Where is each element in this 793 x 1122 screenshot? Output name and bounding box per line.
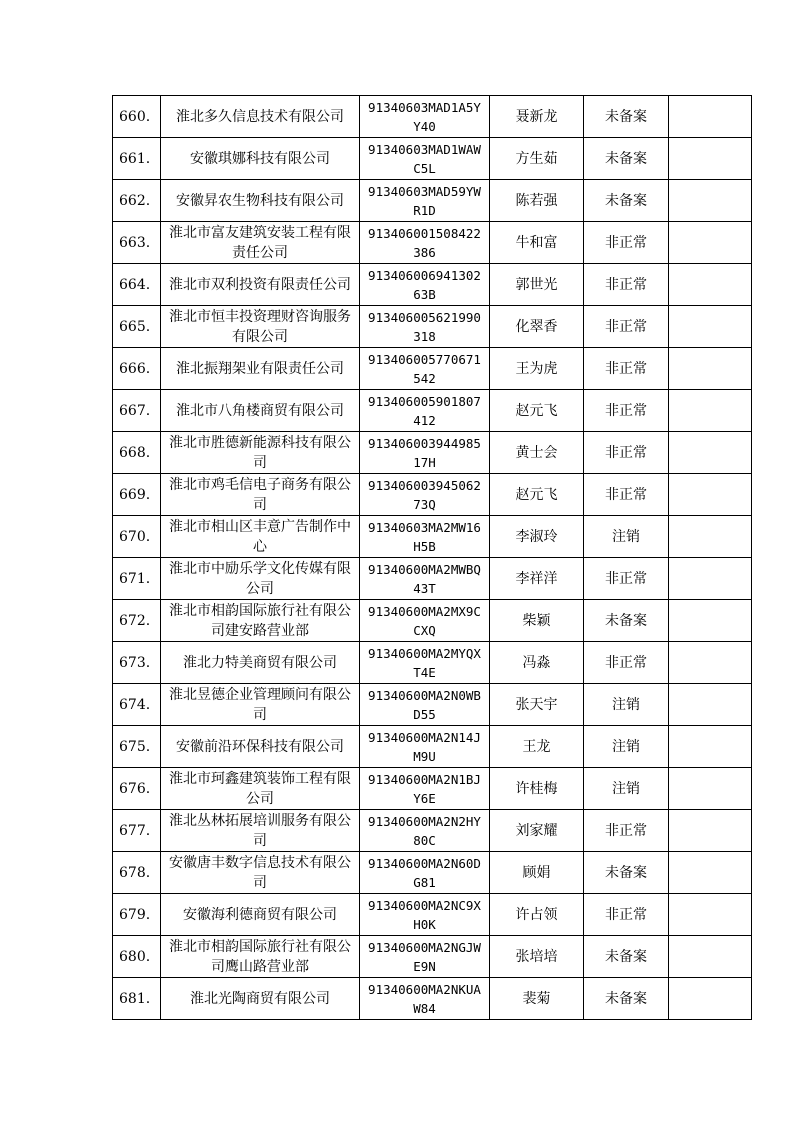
remark-cell [669,180,752,222]
legal-representative: 裴菊 [490,978,584,1020]
table-body [113,96,752,1020]
legal-representative: 张天宇 [490,684,584,726]
table-row [113,852,752,894]
legal-representative: 赵元飞 [490,390,584,432]
legal-representative: 王龙 [490,726,584,768]
company-name: 淮北市鸡毛信电子商务有限公司 [161,474,360,516]
table-row [113,558,752,600]
remark-cell [669,474,752,516]
row-number: 662. [113,180,161,222]
remark-cell [669,306,752,348]
row-number: 681. [113,978,161,1020]
remark-cell [669,432,752,474]
legal-representative: 柴颖 [490,600,584,642]
credit-code: 91340600MA2N2HY80C [360,810,490,852]
legal-representative: 王为虎 [490,348,584,390]
row-number: 676. [113,768,161,810]
remark-cell [669,138,752,180]
remark-cell [669,894,752,936]
table-row [113,936,752,978]
legal-representative: 冯淼 [490,642,584,684]
credit-code: 913406001508422386 [360,222,490,264]
status-cell: 非正常 [584,474,669,516]
remark-cell [669,348,752,390]
credit-code: 91340600MA2MWBQ43T [360,558,490,600]
row-number: 667. [113,390,161,432]
table-row [113,96,752,138]
status-cell: 注销 [584,726,669,768]
company-name: 安徽昇农生物科技有限公司 [161,180,360,222]
table-row [113,222,752,264]
row-number: 677. [113,810,161,852]
table-row [113,810,752,852]
status-cell: 未备案 [584,600,669,642]
remark-cell [669,684,752,726]
company-name: 淮北市相韵国际旅行社有限公司建安路营业部 [161,600,360,642]
status-cell: 未备案 [584,180,669,222]
status-cell: 非正常 [584,810,669,852]
remark-cell [669,810,752,852]
row-number: 665. [113,306,161,348]
credit-code: 91340600MA2NKUAW84 [360,978,490,1020]
credit-code: 91340600MA2NGJWE9N [360,936,490,978]
table-row [113,390,752,432]
credit-code: 91340600694130263B [360,264,490,306]
table-row [113,180,752,222]
remark-cell [669,222,752,264]
remark-cell [669,390,752,432]
row-number: 664. [113,264,161,306]
row-number: 668. [113,432,161,474]
company-name: 淮北昱德企业管理顾问有限公司 [161,684,360,726]
row-number: 666. [113,348,161,390]
credit-code: 913406005770671542 [360,348,490,390]
company-name: 淮北市富友建筑安装工程有限责任公司 [161,222,360,264]
credit-code: 91340603MAD1A5YY40 [360,96,490,138]
legal-representative: 李祥洋 [490,558,584,600]
legal-representative: 郭世光 [490,264,584,306]
company-name: 淮北市胜德新能源科技有限公司 [161,432,360,474]
status-cell: 非正常 [584,264,669,306]
company-name: 淮北丛林拓展培训服务有限公司 [161,810,360,852]
remark-cell [669,936,752,978]
credit-code: 91340603MAD1WAWC5L [360,138,490,180]
row-number: 669. [113,474,161,516]
status-cell: 注销 [584,516,669,558]
company-name: 淮北市相韵国际旅行社有限公司鹰山路营业部 [161,936,360,978]
table-row [113,306,752,348]
table-row [113,978,752,1020]
company-name: 淮北市双利投资有限责任公司 [161,264,360,306]
company-name: 淮北市恒丰投资理财咨询服务有限公司 [161,306,360,348]
row-number: 672. [113,600,161,642]
credit-code: 91340600MA2N14JM9U [360,726,490,768]
remark-cell [669,516,752,558]
company-name: 安徽唐丰数字信息技术有限公司 [161,852,360,894]
table-row [113,894,752,936]
table-row [113,138,752,180]
remark-cell [669,264,752,306]
legal-representative: 顾娟 [490,852,584,894]
status-cell: 非正常 [584,390,669,432]
legal-representative: 牛和富 [490,222,584,264]
table-row [113,768,752,810]
credit-code: 91340600MA2N0WBD55 [360,684,490,726]
table-row [113,516,752,558]
status-cell: 未备案 [584,936,669,978]
table-row [113,684,752,726]
status-cell: 非正常 [584,558,669,600]
table-row [113,264,752,306]
row-number: 663. [113,222,161,264]
legal-representative: 张培培 [490,936,584,978]
legal-representative: 黄士会 [490,432,584,474]
row-number: 679. [113,894,161,936]
company-name: 淮北多久信息技术有限公司 [161,96,360,138]
table-row [113,348,752,390]
status-cell: 注销 [584,768,669,810]
legal-representative: 许占领 [490,894,584,936]
credit-code: 91340600MA2N1BJY6E [360,768,490,810]
company-name: 淮北市珂鑫建筑装饰工程有限公司 [161,768,360,810]
credit-code: 91340600MA2N60DG81 [360,852,490,894]
company-name: 淮北市八角楼商贸有限公司 [161,390,360,432]
table-row [113,432,752,474]
remark-cell [669,726,752,768]
legal-representative: 聂新龙 [490,96,584,138]
row-number: 678. [113,852,161,894]
table-row [113,474,752,516]
company-name: 淮北振翔架业有限责任公司 [161,348,360,390]
remark-cell [669,96,752,138]
credit-code: 91340603MA2MW16H5B [360,516,490,558]
status-cell: 非正常 [584,432,669,474]
credit-code: 91340603MAD59YWR1D [360,180,490,222]
table-row [113,600,752,642]
row-number: 674. [113,684,161,726]
credit-code: 91340600394498517H [360,432,490,474]
status-cell: 非正常 [584,222,669,264]
row-number: 680. [113,936,161,978]
status-cell: 非正常 [584,894,669,936]
remark-cell [669,768,752,810]
remark-cell [669,642,752,684]
credit-code: 91340600MA2MYQXT4E [360,642,490,684]
status-cell: 非正常 [584,306,669,348]
row-number: 673. [113,642,161,684]
legal-representative: 刘家耀 [490,810,584,852]
status-cell: 非正常 [584,348,669,390]
company-name: 淮北力特美商贸有限公司 [161,642,360,684]
remark-cell [669,852,752,894]
row-number: 671. [113,558,161,600]
table-row [113,642,752,684]
remark-cell [669,978,752,1020]
company-name: 安徽海利德商贸有限公司 [161,894,360,936]
company-name: 淮北市中励乐学文化传媒有限公司 [161,558,360,600]
legal-representative: 赵元飞 [490,474,584,516]
credit-code: 913406005901807412 [360,390,490,432]
status-cell: 未备案 [584,852,669,894]
legal-representative: 方生茹 [490,138,584,180]
remark-cell [669,600,752,642]
table-row [113,726,752,768]
status-cell: 未备案 [584,138,669,180]
credit-code: 913406005621990318 [360,306,490,348]
credit-code: 91340600MA2MX9CCXQ [360,600,490,642]
legal-representative: 陈若强 [490,180,584,222]
legal-representative: 许桂梅 [490,768,584,810]
status-cell: 非正常 [584,642,669,684]
company-status-table [112,95,752,1020]
row-number: 675. [113,726,161,768]
status-cell: 未备案 [584,978,669,1020]
remark-cell [669,558,752,600]
company-name: 安徽琪娜科技有限公司 [161,138,360,180]
company-name: 安徽前沿环保科技有限公司 [161,726,360,768]
credit-code: 91340600MA2NC9XH0K [360,894,490,936]
company-name: 淮北光陶商贸有限公司 [161,978,360,1020]
row-number: 670. [113,516,161,558]
row-number: 661. [113,138,161,180]
status-cell: 未备案 [584,96,669,138]
status-cell: 注销 [584,684,669,726]
legal-representative: 化翠香 [490,306,584,348]
legal-representative: 李淑玲 [490,516,584,558]
row-number: 660. [113,96,161,138]
credit-code: 91340600394506273Q [360,474,490,516]
company-name: 淮北市相山区丰意广告制作中心 [161,516,360,558]
